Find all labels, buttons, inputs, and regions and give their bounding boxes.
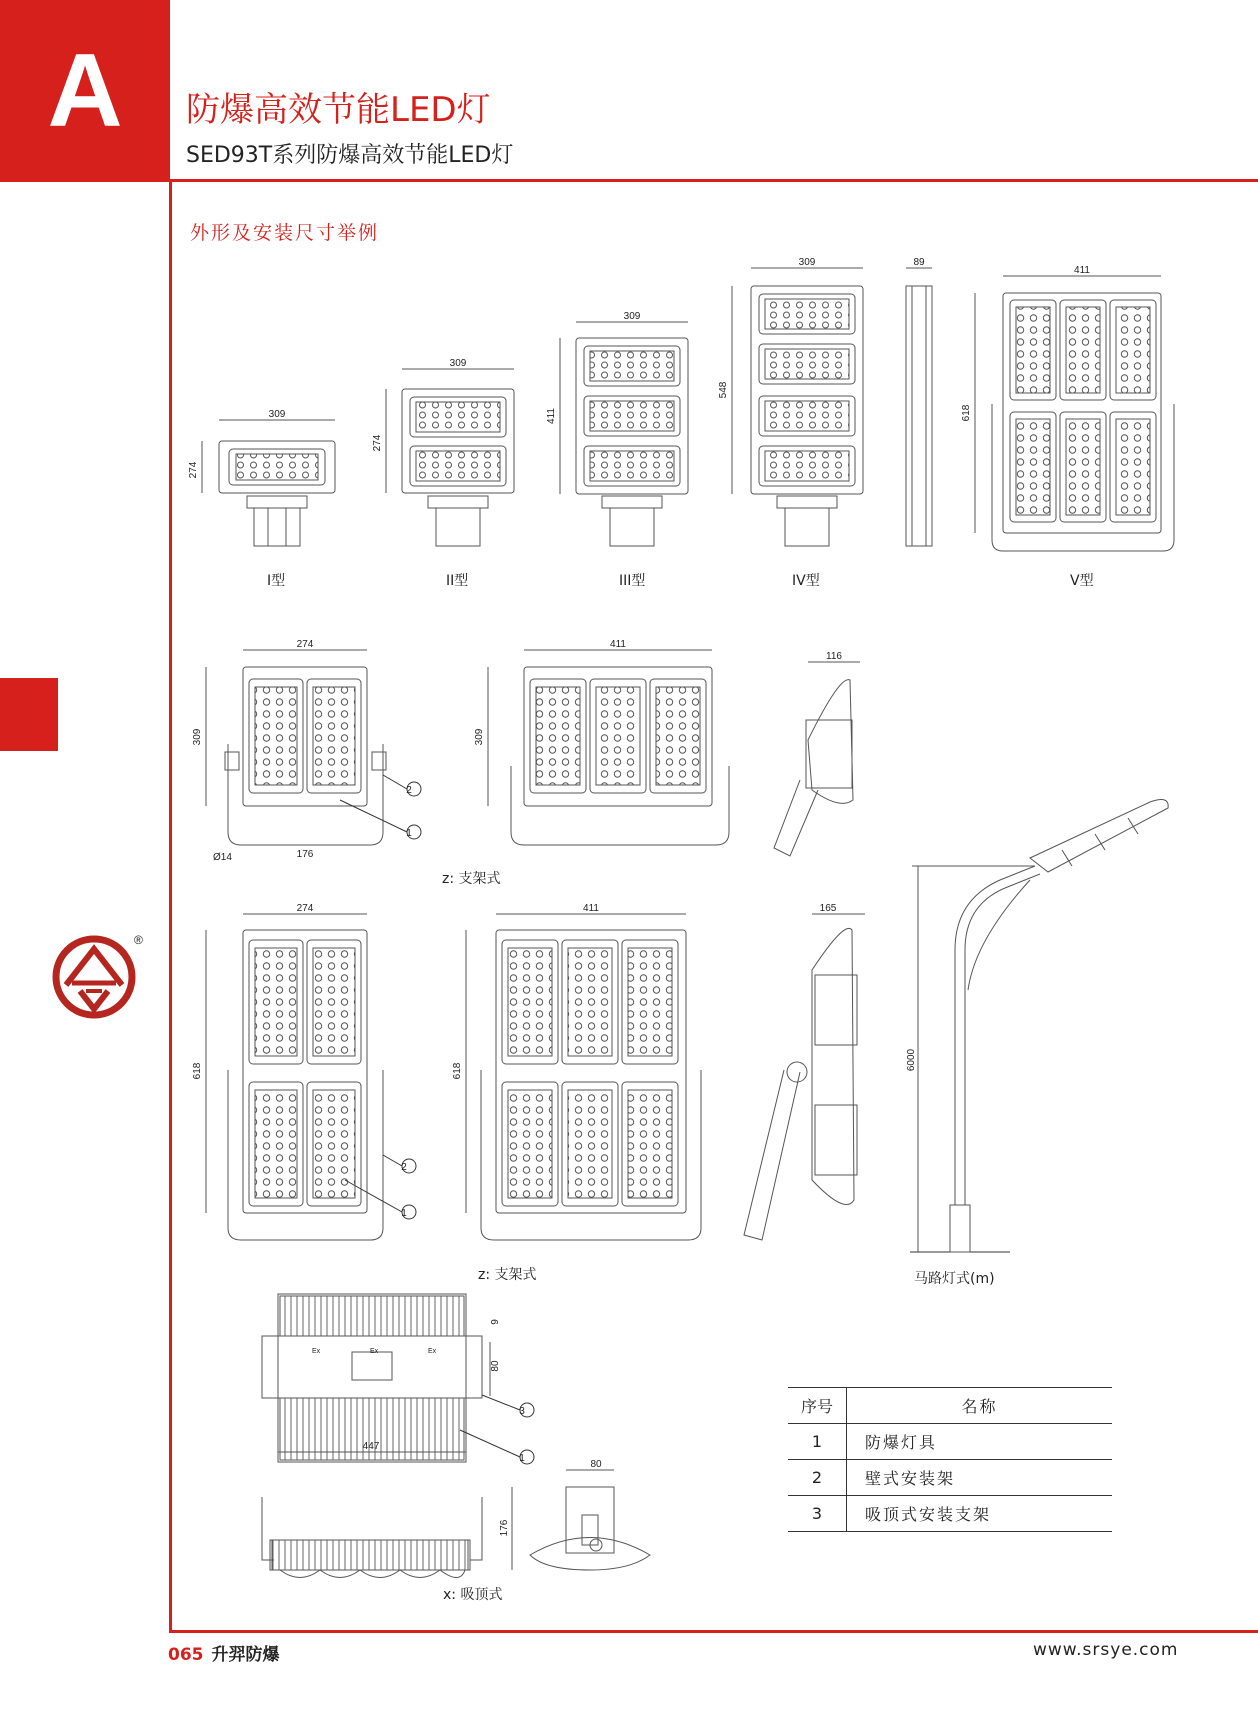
dim-ceiling-height: 176 (499, 1519, 510, 1537)
dim-iii-width: 309 (623, 311, 641, 322)
dim-r3a-width: 274 (296, 903, 314, 914)
dim-v-height: 618 (961, 404, 972, 422)
table-cell-name: 吸顶式安装支架 (847, 1496, 1113, 1532)
table-cell-name: 壁式安装架 (847, 1460, 1113, 1496)
dim-ceiling-width: 447 (362, 1441, 380, 1452)
footer-page (168, 1640, 280, 1665)
type-label-i: I型 (267, 573, 286, 589)
ceiling-mount-front-view (262, 1497, 482, 1578)
bracket-3x-front (488, 650, 729, 845)
dim-ii-width: 309 (449, 358, 467, 369)
dim-r3-depth: 165 (819, 903, 837, 914)
table-row (788, 1460, 1112, 1496)
dim-v-width: 411 (1074, 265, 1090, 276)
dim-ceiling-80: 80 (490, 1360, 501, 1372)
table-header-no: 序号 (788, 1388, 847, 1424)
dim-pole-height: 6000 (906, 1048, 917, 1072)
dim-r2b-width: 411 (610, 639, 626, 650)
dim-i-height: 274 (188, 461, 199, 479)
type-i-drawing (202, 420, 335, 546)
callout-1-row3: 1 (401, 1208, 407, 1219)
dim-iv-height: 548 (718, 381, 729, 399)
table-header-name: 名称 (847, 1388, 1113, 1424)
footer-website[interactable]: www.srsye.com (1033, 1640, 1179, 1660)
table-row (788, 1424, 1112, 1460)
dim-r2a-height: 309 (192, 728, 203, 746)
type-label-iii: III型 (619, 573, 646, 589)
dim-r2b-height: 309 (474, 728, 485, 746)
table-header-row (788, 1388, 1112, 1424)
dim-ceiling-9: 9 (490, 1319, 501, 1325)
dim-ceiling-top-80: 80 (590, 1459, 602, 1470)
table-row (788, 1496, 1112, 1532)
caption-bracket-row3: z: 支架式 (478, 1267, 537, 1283)
dim-i-width: 309 (268, 409, 286, 420)
type-v-drawing (975, 276, 1174, 551)
dim-iv-width: 309 (798, 257, 816, 268)
table-cell-name: 防爆灯具 (847, 1424, 1113, 1460)
dim-r3b-width: 411 (583, 903, 599, 914)
table-cell-no: 1 (788, 1424, 847, 1460)
caption-ceiling: x: 吸顶式 (443, 1587, 503, 1603)
table-cell-no: 2 (788, 1460, 847, 1496)
dim-r2-hole-diameter: Ø14 (213, 852, 232, 863)
type-iv-drawing (732, 268, 932, 546)
dim-r2-hole-spacing: 176 (296, 849, 314, 860)
ex-mark-1: Ex (312, 1348, 321, 1355)
dim-r2-depth: 116 (826, 651, 842, 662)
bracket-2x-front (206, 650, 386, 845)
caption-street-light: 马路灯式(m) (914, 1271, 995, 1287)
page-subtitle: SED93T系列防爆高效节能LED灯 (186, 143, 514, 168)
callout-3-ceiling: 3 (519, 1406, 525, 1417)
ceiling-mount-side-view (512, 1470, 650, 1570)
bracket-3x-tall-front (466, 914, 701, 1240)
type-ii-drawing (386, 369, 514, 546)
dim-ii-height: 274 (372, 434, 383, 452)
callout-2-row2: 2 (406, 785, 412, 796)
street-light-drawing (910, 800, 1168, 1252)
bracket-side-116 (774, 662, 860, 856)
callout-1-row2: 1 (406, 828, 412, 839)
bracket-side-165 (744, 914, 865, 1240)
dim-iii-height: 411 (546, 408, 557, 424)
type-iii-drawing (560, 322, 688, 546)
callout-2-row3: 2 (401, 1162, 407, 1173)
caption-bracket-row2: z: 支架式 (442, 871, 501, 887)
type-label-iv: IV型 (792, 573, 820, 589)
type-label-ii: II型 (446, 573, 469, 589)
dim-r3b-height: 618 (452, 1062, 463, 1080)
section-title: 外形及安装尺寸举例 (190, 222, 380, 244)
ex-mark-2: Ex (370, 1348, 379, 1355)
dim-r2a-width: 274 (296, 639, 314, 650)
bracket-2x-tall-front (206, 914, 383, 1240)
section-letter: A (47, 33, 123, 149)
callout-1-ceiling: 1 (519, 1453, 525, 1464)
page-number: 065 (168, 1645, 204, 1665)
parts-table (788, 1387, 1112, 1532)
ex-mark-3: Ex (428, 1348, 437, 1355)
page-title: 防爆高效节能LED灯 (186, 90, 491, 130)
dim-r3a-height: 618 (192, 1062, 203, 1080)
dim-side-depth: 89 (913, 257, 925, 268)
footer-brand: 升羿防爆 (211, 1645, 280, 1665)
ceiling-mount-top-view (262, 1294, 490, 1462)
table-cell-no: 3 (788, 1496, 847, 1532)
type-label-v: V型 (1070, 573, 1094, 589)
registered-mark: ® (134, 933, 143, 947)
